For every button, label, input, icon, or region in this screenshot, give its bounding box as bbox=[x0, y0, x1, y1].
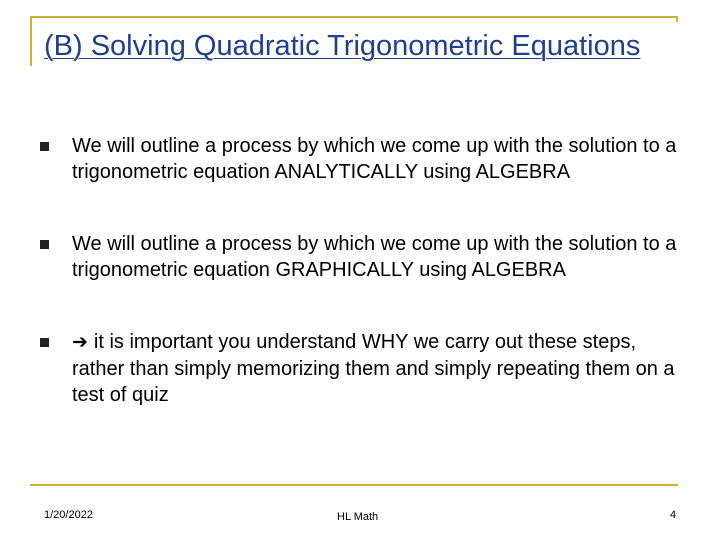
bullet-text: We will outline a process by which we come up with the solution to a trigonometric equation GRAPHICALLY using ALGEBRA bbox=[72, 233, 677, 281]
footer-date: 1/20/2022 bbox=[44, 509, 93, 521]
right-arrow-icon: ➔ bbox=[72, 332, 88, 353]
frame-top-line bbox=[30, 16, 678, 18]
square-bullet-icon bbox=[40, 142, 49, 151]
frame-bottom-line bbox=[30, 484, 678, 486]
square-bullet-icon bbox=[40, 240, 49, 249]
bullet-text: it is important you understand WHY we carry out these steps, rather than simply memorizing them and simply repeating them on a test of quiz bbox=[72, 331, 675, 406]
frame-left-line bbox=[30, 16, 32, 66]
footer-title: HL Math bbox=[337, 511, 379, 523]
bullet-item bbox=[40, 231, 680, 283]
bullet-item bbox=[40, 133, 680, 185]
square-bullet-icon bbox=[40, 338, 49, 347]
bullet-list bbox=[40, 133, 680, 454]
frame-right-line bbox=[676, 16, 678, 22]
page-number: 4 bbox=[670, 509, 677, 521]
bullet-text: We will outline a process by which we come up with the solution to a trigonometric equation ANALYTICALLY using ALGEBRA bbox=[72, 135, 677, 183]
slide-title: (B) Solving Quadratic Trigonometric Equations bbox=[44, 30, 641, 62]
bullet-item bbox=[40, 329, 680, 408]
